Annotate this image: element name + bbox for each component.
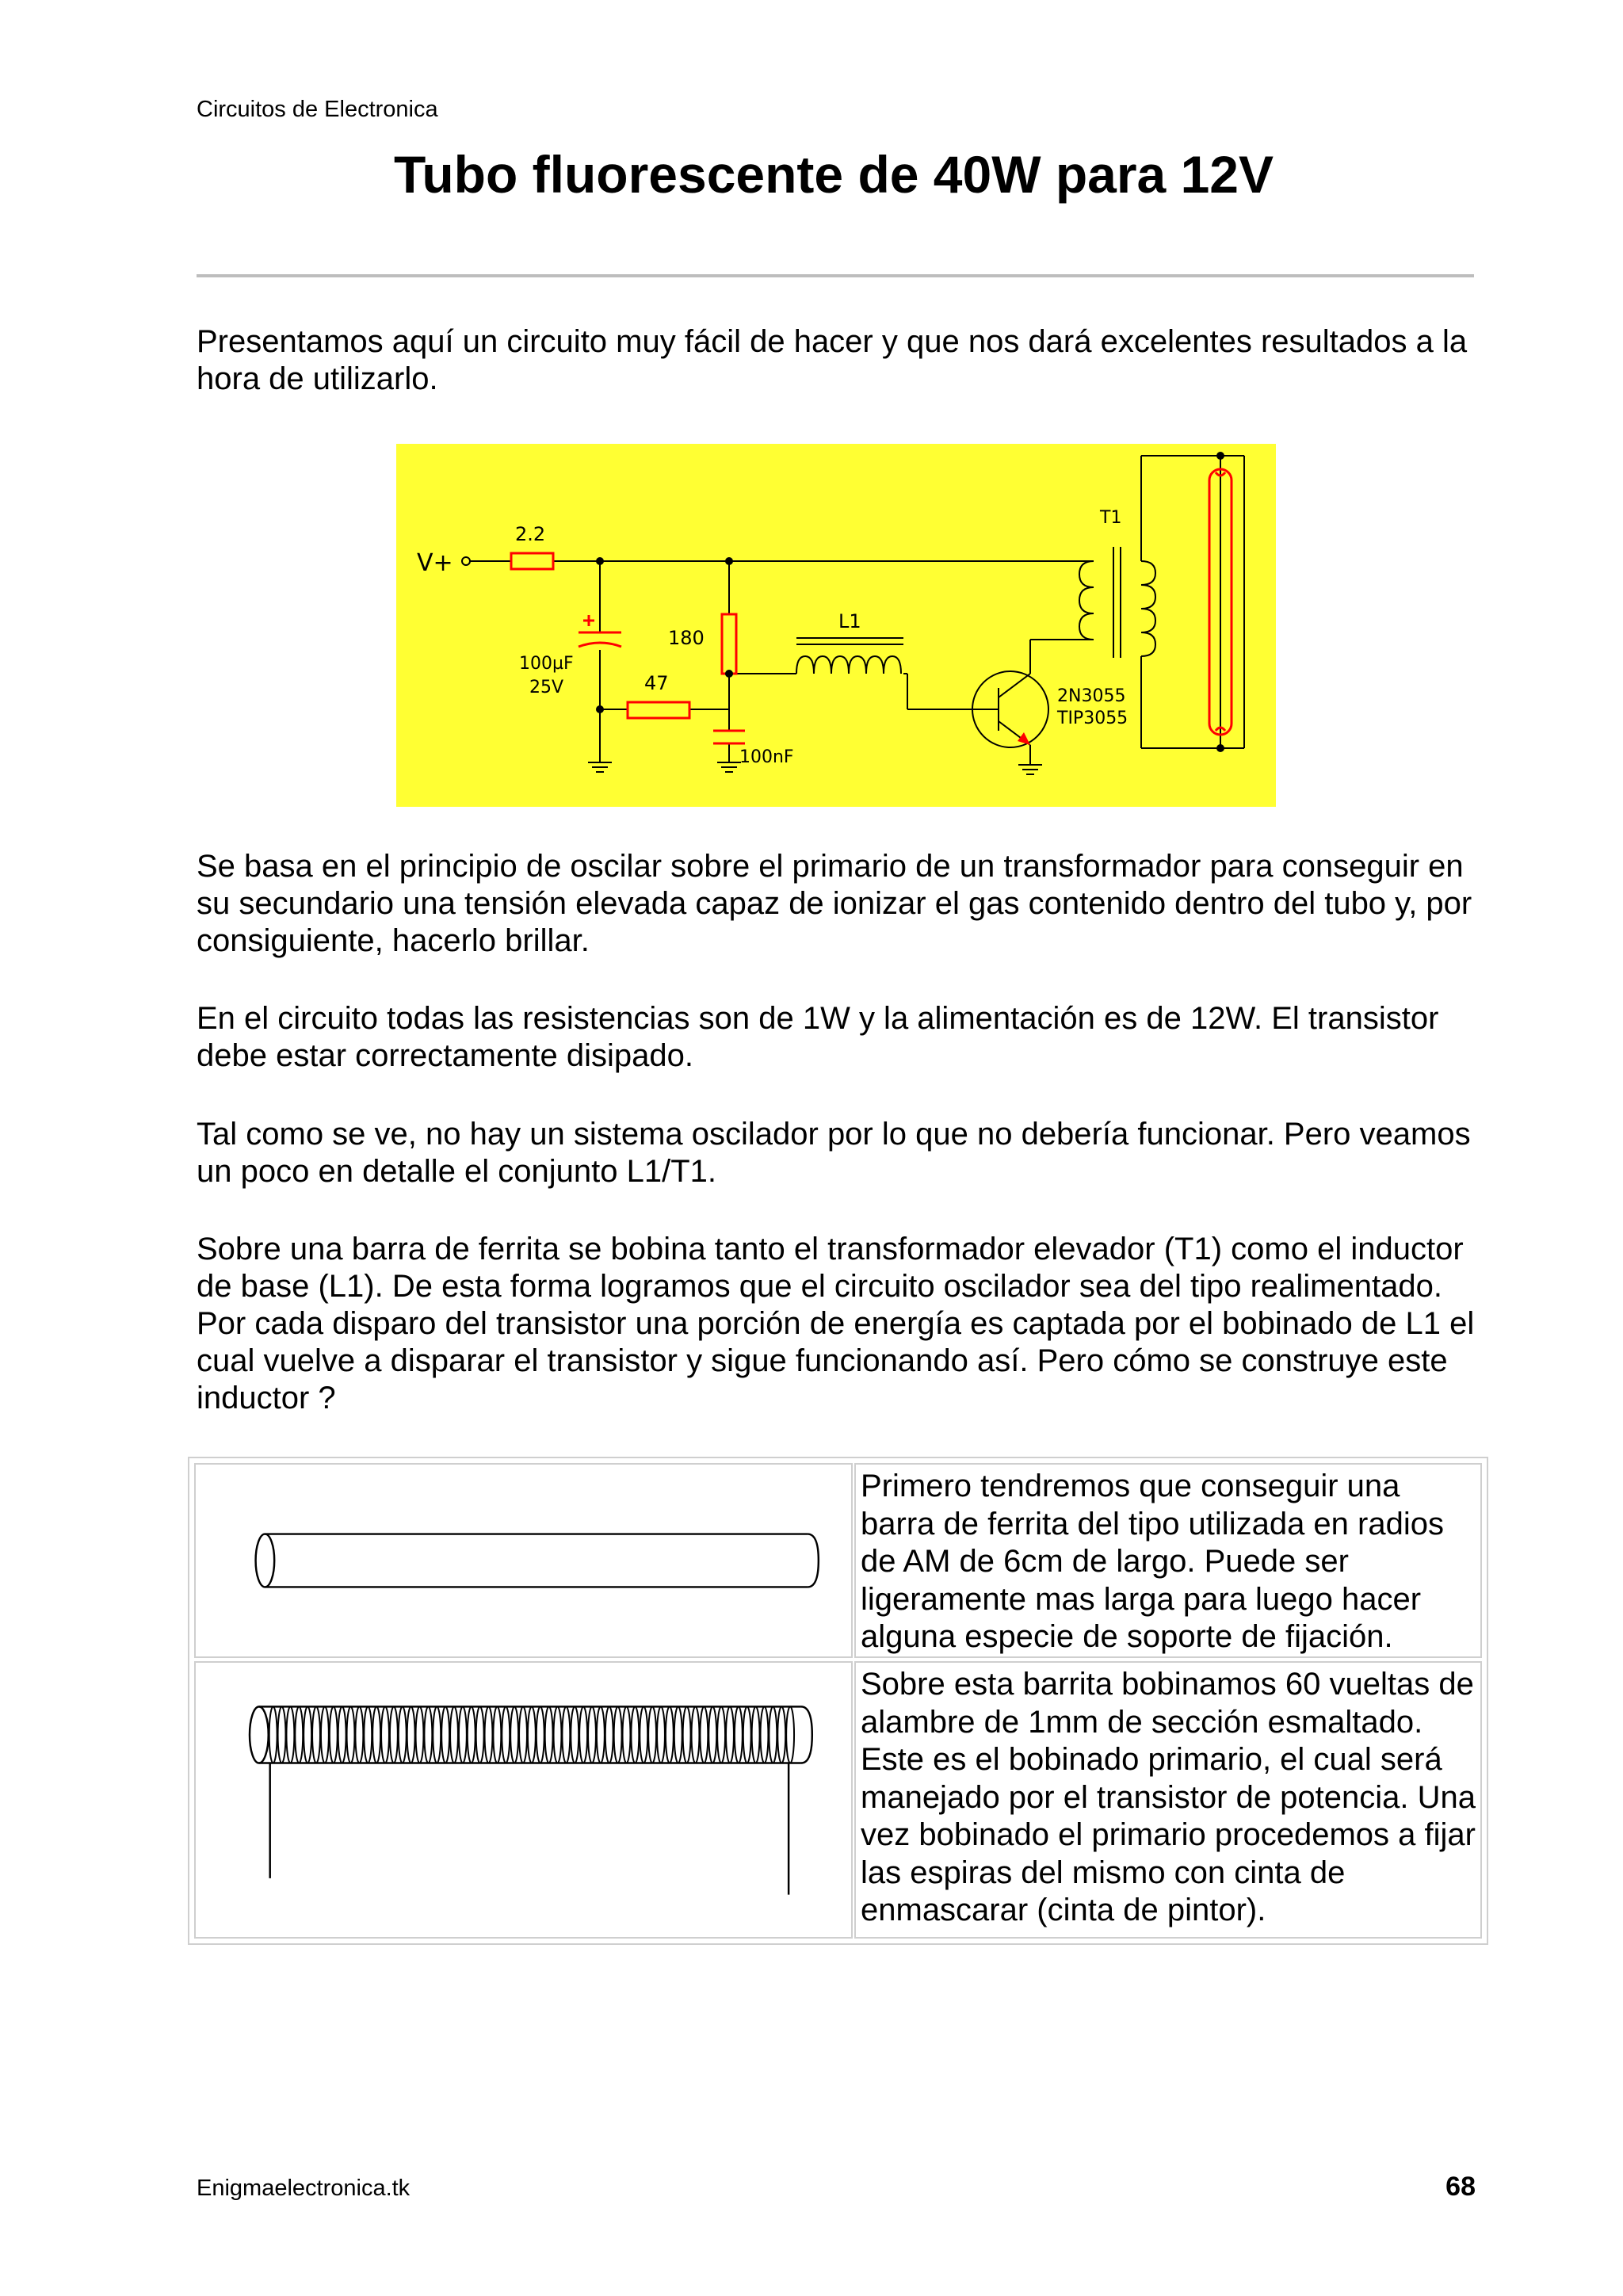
coil-turn [605, 1706, 613, 1763]
coil-turn [286, 1706, 294, 1763]
coil-turn [726, 1706, 734, 1763]
coil-turn [623, 1706, 631, 1763]
footer-site: Enigmaelectronica.tk [197, 2176, 411, 2201]
coil-turn [485, 1706, 493, 1763]
coil-turn [347, 1706, 355, 1763]
coil-turn [510, 1706, 518, 1763]
coil-turn [459, 1706, 467, 1763]
coil-turn [338, 1706, 346, 1763]
page-number: 68 [1445, 2172, 1476, 2202]
coil-turn [468, 1706, 475, 1763]
coil-turn [424, 1706, 432, 1763]
circuit-schematic [396, 444, 1276, 807]
label-c2: 100nF [739, 747, 794, 767]
steps-table [188, 1457, 1488, 1945]
coil-turn [614, 1706, 622, 1763]
step-2-text: Sobre esta barrita bobinamos 60 vueltas de alambre de 1mm de sección esmaltado. Este es el bobinado primario, el cual será manejado por el transistor de potencia. Una vez bobinado el primario procedemos a fijar las espiras del mismo con cinta de enmascarar (cinta de pintor). [854, 1661, 1482, 1939]
paragraph-3: Tal como se ve, no hay un sistema oscilador por lo que no debería funcionar. Pero veamos un poco en detalle el conjunto L1/T1. [197, 1117, 1471, 1189]
coil-turn [416, 1706, 424, 1763]
coil-turn [330, 1706, 338, 1763]
label-vplus: V+ [417, 549, 453, 577]
paragraph-4: Sobre una barra de ferrita se bobina tanto el transformador elevador (T1) como el inductor de base (L1). De esta forma logramos que el circuito oscilador sea del tipo realimentado. Por cada disparo del transistor una porción de energía es captada por el bobinado de L1 el cual vuelve a disparar el transistor y sigue funcionando así. Pero cómo se construye este inductor ? [197, 1232, 1475, 1415]
coil-turn [571, 1706, 579, 1763]
coil-turn [700, 1706, 708, 1763]
coil-turn [545, 1706, 553, 1763]
title-divider [197, 274, 1474, 277]
coil-turn [752, 1706, 760, 1763]
coil-turn [304, 1706, 311, 1763]
paragraph-2: En el circuito todas las resistencias son de 1W y la alimentación es de 12W. El transistor debe estar correctamente disipado. [197, 1001, 1439, 1073]
coil-turn [269, 1706, 277, 1763]
coil-turn [407, 1706, 415, 1763]
intro-paragraph: Presentamos aquí un circuito muy fácil de hacer y que nos dará excelentes resultados a la hora de utilizarlo. [197, 324, 1468, 396]
coil-turn [648, 1706, 656, 1763]
coil-turn [528, 1706, 536, 1763]
label-l1: L1 [838, 610, 861, 632]
paragraph-1: Se basa en el principio de oscilar sobre el primario de un transformador para conseguir en su secundario una tensión elevada capaz de ionizar el gas contenido dentro del tubo y, por consiguiente, hacerlo brillar. [197, 849, 1472, 958]
coil-turn [450, 1706, 458, 1763]
coil-turn [519, 1706, 527, 1763]
coil-turn [372, 1706, 380, 1763]
step-1-text: Primero tendremos que conseguir una barra de ferrita del tipo utilizada en radios de AM de 6cm de largo. Puede ser ligeramente mas larga para luego hacer alguna especie de soporte de fijación. [854, 1463, 1482, 1658]
coil-turn [381, 1706, 389, 1763]
coil-turn [537, 1706, 544, 1763]
coil-turn [355, 1706, 363, 1763]
running-header: Circuitos de Electronica [197, 97, 438, 122]
coil-turn [743, 1706, 751, 1763]
coil-turn [295, 1706, 303, 1763]
coil-turn [278, 1706, 286, 1763]
coil-turn [666, 1706, 674, 1763]
coil-turn [390, 1706, 398, 1763]
coil-turn [692, 1706, 700, 1763]
coil-turn [597, 1706, 605, 1763]
coil-turn [717, 1706, 725, 1763]
label-r2: 180 [668, 627, 705, 649]
coil-turn [735, 1706, 743, 1763]
page-title: Tubo fluorescente de 40W para 12V [393, 145, 1274, 204]
coil-turn [441, 1706, 449, 1763]
coil-turn [674, 1706, 682, 1763]
coil-turn [640, 1706, 647, 1763]
coil-turn [761, 1706, 769, 1763]
coil-turn [502, 1706, 510, 1763]
label-r3: 47 [644, 672, 669, 694]
coil-turn [364, 1706, 372, 1763]
coil-turn [631, 1706, 639, 1763]
coil-turn [399, 1706, 407, 1763]
coil-turn [588, 1706, 596, 1763]
coil-turn [493, 1706, 501, 1763]
coil-turn [554, 1706, 562, 1763]
coil-turn [433, 1706, 441, 1763]
coil-turn [786, 1706, 794, 1763]
label-q1-a: 2N3055 [1057, 686, 1126, 706]
coil-turn [579, 1706, 587, 1763]
ferrite-rod-illustration [194, 1463, 853, 1658]
coil-turn [657, 1706, 665, 1763]
label-c1-voltage: 25V [529, 678, 564, 697]
coil-turn [321, 1706, 329, 1763]
label-r1: 2.2 [515, 523, 546, 545]
label-q1-b: TIP3055 [1057, 709, 1128, 728]
coil-turn [562, 1706, 570, 1763]
label-t1: T1 [1100, 508, 1122, 528]
coil-turn [312, 1706, 320, 1763]
label-c1-value: 100µF [519, 654, 574, 674]
coil-turn [683, 1706, 691, 1763]
coil-turn [708, 1706, 716, 1763]
coil-turn [777, 1706, 785, 1763]
wound-rod-illustration [194, 1661, 853, 1939]
coil-turn [769, 1706, 777, 1763]
coil-turn [476, 1706, 484, 1763]
